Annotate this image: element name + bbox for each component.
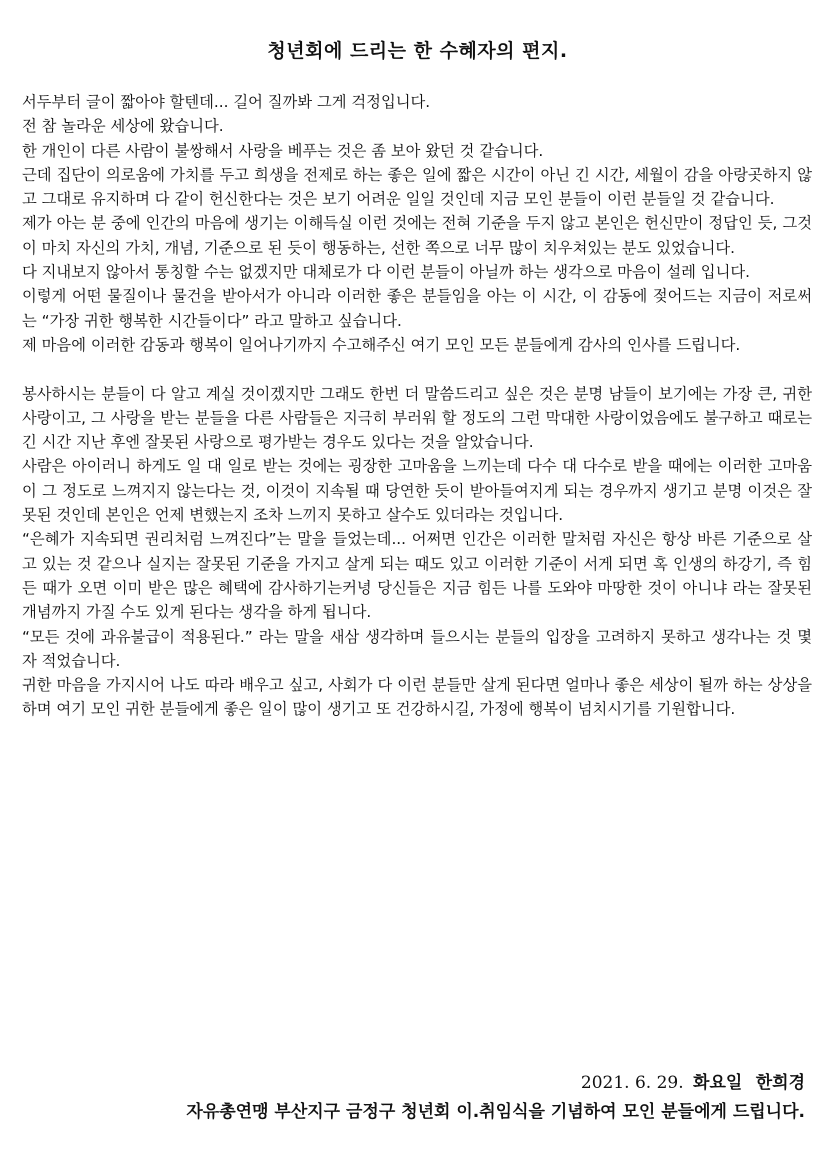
paragraph: “모든 것에 과유불급이 적용된다.” 라는 말을 새삼 생각하며 들으시는 분들의 입장을 고려하지 못하고 생각나는 것 몇 자 적었습니다. (22, 627, 812, 670)
paragraph: 한 개인이 다른 사람이 불쌍해서 사랑을 베푸는 것은 좀 보아 왔던 것 같습니다. (22, 141, 544, 160)
letter-title: 청년회에 드리는 한 수혜자의 편지. (267, 40, 568, 62)
paragraph: 다 지내보지 않아서 통칭할 수는 없겠지만 대체로가 다 이런 분들이 아닐까 하는 생각으로 마음이 설레 입니다. (22, 263, 750, 282)
signature-day: 화요일 (693, 1073, 743, 1093)
signature-date: 2021. 6. 29. (580, 1073, 684, 1093)
letter-body (22, 90, 812, 722)
paragraph: “은혜가 지속되면 권리처럼 느껴진다”는 말을 들었는데... 어쩌면 인간은 이러한 말처럼 자신은 항상 바른 기준으로 살고 있는 것 같으나 실지는 잘못된 기준을 가지고 살게 되는 때도 있고 이러한 기준이 서게 되면 혹 인생의 하강기, 즉 힘든 때가 오면 이미 받은 많은 혜택에 감사하기는커녕 당신들은 지금 힘든 나를 도와야 마땅한 것이 아니냐 라는 잘못된 개념까지 가질 수도 있게 된다는 생각을 하게 됩니다. (22, 530, 812, 622)
paragraph: 귀한 마음을 가지시어 나도 따라 배우고 싶고, 사회가 다 이런 분들만 살게 된다면 얼마나 좋은 세상이 될까 하는 상상을 하며 여기 모인 귀한 분들에게 좋은 일이 많이 생기고 또 건강하시길, 가정에 행복이 넘치시기를 기원합니다. (22, 676, 812, 719)
paragraph: 서두부터 글이 짧아야 할텐데... 길어 질까봐 그게 걱정입니다. (22, 93, 431, 111)
paragraph: 봉사하시는 분들이 다 알고 계실 것이겠지만 그래도 한번 더 말씀드리고 싶은 것은 분명 남들이 보기에는 가장 큰, 귀한 사랑이고, 그 사랑을 받는 분들을 다른 사람들은 지극히 부러워 할 정도의 그런 막대한 사랑이었음에도 불구하고 때로는 긴 시간 지난 후엔 잘못된 사랑으로 평가받는 경우도 있다는 것을 알았습니다. (22, 384, 812, 452)
paragraph: 근데 집단이 의로움에 가치를 두고 희생을 전제로 하는 좋은 일에 짧은 시간이 아닌 긴 시간, 세월이 감을 아랑곳하지 않고 그대로 유지하며 다 같이 헌신한다는 것은 보기 어려운 일일 것인데 지금 모인 분들이 이런 분들일 것 같습니다. (22, 165, 812, 209)
paragraph: 전 참 놀라운 세상에 왔습니다. (22, 117, 224, 136)
paragraph: 사람은 아이러니 하게도 일 대 일로 받는 것에는 굉장한 고마움을 느끼는데 다수 대 다수로 받을 때에는 이러한 고마움이 그 정도로 느껴지지 않는다는 것, 이것이 지속될 때 당연한 듯이 받아들여지게 되는 경우까지 생기고 분명 이것은 잘못된 것인데 본인은 언제 변했는지 조차 느끼지 못하고 살수도 있더라는 것입니다. (22, 457, 812, 525)
closing-dedication: 자유총연맹 부산지구 금정구 청년회 이.취임식을 기념하여 모인 분들에게 드립니다. (186, 1102, 805, 1122)
section-1 (22, 90, 812, 357)
paragraph: 제가 아는 분 중에 인간의 마음에 생기는 이해득실 이런 것에는 전혀 기준을 두지 않고 본인은 헌신만이 정답인 듯, 그것이 마치 자신의 가치, 개념, 기준으로 된 듯이 행동하는, 선한 쪽으로 너무 많이 치우쳐있는 분도 있었습니다. (22, 214, 812, 257)
section-2 (22, 382, 812, 722)
paragraph: 이렇게 어떤 물질이나 물건을 받아서가 아니라 이러한 좋은 분들임을 아는 이 시간, 이 감동에 젖어드는 지금이 저로써는 “가장 귀한 행복한 시간들이다” 라고 말하고 싶습니다. (22, 287, 812, 330)
paragraph-gap (22, 357, 812, 381)
signature-name: 한희경 (755, 1073, 805, 1093)
signature-line (581, 1068, 805, 1093)
paragraph: 제 마음에 이러한 감동과 행복이 일어나기까지 수고해주신 여기 모인 모든 분들에게 감사의 인사를 드립니다. (22, 335, 741, 354)
